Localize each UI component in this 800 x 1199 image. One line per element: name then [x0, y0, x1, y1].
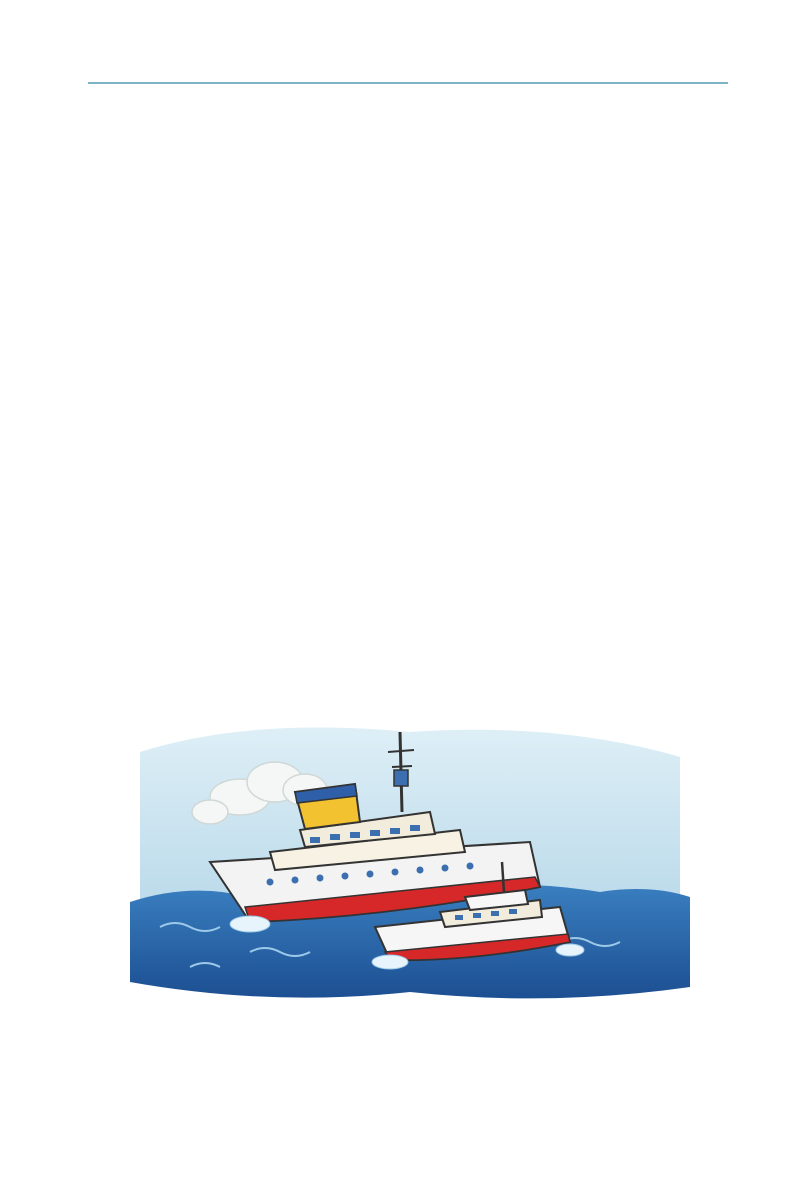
- ship-and-boat-illustration: [130, 712, 690, 1007]
- page-header: [88, 50, 728, 84]
